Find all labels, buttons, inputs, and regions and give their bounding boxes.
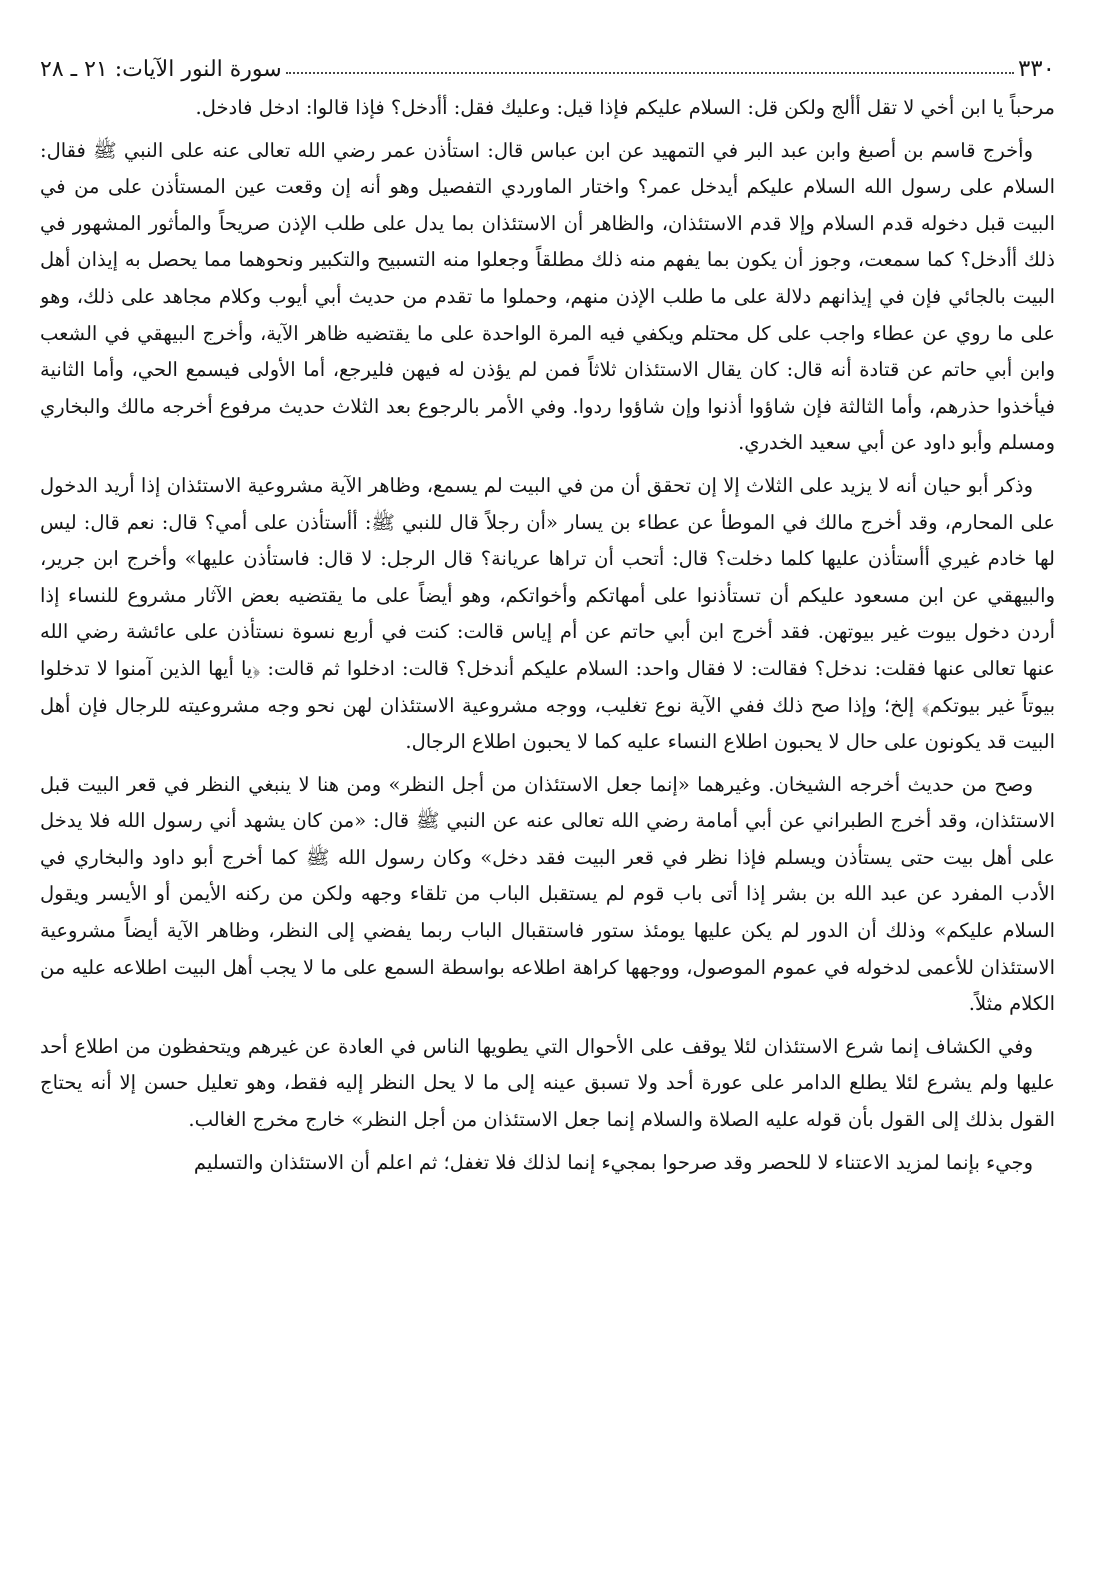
paragraph-5: وفي الكشاف إنما شرع الاستئذان لئلا يوقف على الأحوال التي يطويها الناس في العادة عن غيرهم ويتحفظون من اطلاع أحد عليها ولم يشرع لئلا يطلع الدامر على عورة أحد ولا تسبق عينه إلى ما لا يحل النظر إليه فقط، وهو تعليل حسن إلا أنه يحتاج القول بذلك إلى القول بأن قوله عليه الصلاة والسلام إنما جعل الاستئذان من أجل النظر» خارج مخرج الغالب.	[40, 1034, 1055, 1132]
running-title: سورة النور الآيات: ٢١ ـ ٢٨	[40, 57, 282, 82]
book-page	[40, 38, 1055, 1548]
running-header	[40, 38, 1055, 82]
page-body	[40, 90, 1055, 1181]
paragraph-4: وصح من حديث أخرجه الشيخان. وغيرهما «إنما جعل الاستئذان من أجل النظر» ومن هنا لا ينبغي النظر في قعر البيت قبل الاستئذان، وقد أخرج الطبراني عن أبي أمامة رضي الله تعالى عنه عن النبي ﷺ قال: «من كان يشهد أني رسول الله فلا يدخل على أهل بيت حتى يستأذن ويسلم فإذا نظر في قعر البيت فقد دخل» وكان رسول الله ﷺ كما أخرج أبو داود والبخاري في الأدب المفرد عن عبد الله بن بشر إذا أتى باب قوم لم يستقبل الباب من تلقاء وجهه ولكن من ركنه الأيمن أو الأيسر ويقول السلام عليكم» وذلك أن الدور لم يكن عليها يومئذ ستور فاستقبال الباب ربما يفضي إلى النظر، وظاهر الآية أيضاً مشروعية الاستئذان للأعمى لدخوله في عموم الموصول، ووجهها كراهة اطلاعه بواسطة السمع على ما لا يجب أهل البيت اطلاعه عليه من الكلام مثلاً.	[40, 772, 1055, 1016]
paragraph-6: وجيء بإنما لمزيد الاعتناء لا للحصر وقد صرحوا بمجيء إنما لذلك فلا تغفل؛ ثم اعلم أن الاستئذان والتسليم	[193, 1150, 1033, 1174]
paragraph-3: وذكر أبو حيان أنه لا يزيد على الثلاث إلا إن تحقق أن من في البيت لم يسمع، وظاهر الآية مشروعية الاستئذان إذا أريد الدخول على المحارم، وقد أخرج مالك في الموطأ عن عطاء بن يسار «أن رجلاً قال للنبي ﷺ: أأستأذن على أمي؟ قال: نعم قال: ليس لها خادم غيري أأستأذن عليها كلما دخلت؟ قال: أتحب أن تراها عريانة؟ قال الرجل: لا قال: فاستأذن عليها» وأخرج ابن جرير، والبيهقي عن ابن مسعود عليكم أن تستأذنوا على أمهاتكم وأخواتكم، وهو أيضاً على ما يقتضيه بعض الآثار مشروع للنساء إذا أردن دخول بيوت غير بيوتهن. فقد أخرج ابن أبي حاتم عن أم إياس قالت: كنت في أربع نسوة نستأذن على عائشة رضي الله عنها تعالى عنها فقلت: ندخل؟ فقالت: لا فقال واحد: السلام عليكم أندخل؟ قالت: ادخلوا ثم قالت: ﴿يا أيها الذين آمنوا لا تدخلوا بيوتاً غير بيوتكم﴾ إلخ؛ وإذا صح ذلك ففي الآية نوع تغليب، ووجه مشروعية الاستئذان لهن نحو وجه مشروعيته للرجال فإن أهل البيت قد يكونون على حال لا يحبون اطلاع النساء عليه كما لا يحبون اطلاع الرجال.	[40, 473, 1055, 754]
paragraph-2: وأخرج قاسم بن أصبغ وابن عبد البر في التمهيد عن ابن عباس قال: استأذن عمر رضي الله تعالى عنه على النبي ﷺ فقال: السلام على رسول الله السلام عليكم أيدخل عمر؟ واختار الماوردي التفصيل وهو أنه إن وقعت عين المستأذن على من في البيت قبل دخوله قدم السلام وإلا قدم الاستئذان، والظاهر أن الاستئذان بما يدل على طلب الإذن صريحاً والمأثور المشهور في ذلك أأدخل؟ كما سمعت، وجوز أن يكون بما يفهم منه ذلك مطلقاً وجعلوا منه التسبيح والتكبير ونحوهما مما يحصل به إيذان أهل البيت بالجائي فإن في إيذانهم دلالة على ما طلب الإذن منهم، وحملوا ما تقدم من حديث أبي أيوب وكلام مجاهد على ذلك، وهو على ما روي عن عطاء واجب على كل محتلم ويكفي فيه المرة الواحدة على ما يقتضيه ظاهر الآية، وأخرج البيهقي في الشعب وابن أبي حاتم عن قتادة أنه قال: كان يقال الاستئذان ثلاثاً فمن لم يؤذن له فيهن فليرجع، أما الأولى فيسمع الحي، وأما الثانية فيأخذوا حذرهم، وأما الثالثة فإن شاؤوا أذنوا وإن شاؤوا ردوا. وفي الأمر بالرجوع بعد الثلاث حديث مرفوع أخرجه مالك والبخاري ومسلم وأبو داود عن أبي سعيد الخدري.	[40, 138, 1055, 455]
header-leader-dots	[286, 72, 1014, 74]
paragraph-1: مرحباً يا ابن أخي لا تقل أألج ولكن قل: السلام عليكم فإذا قيل: وعليك فقل: أأدخل؟ فإذا قالوا: ادخل فادخل.	[195, 96, 1055, 119]
page-number: ٣٣٠	[1017, 56, 1055, 82]
